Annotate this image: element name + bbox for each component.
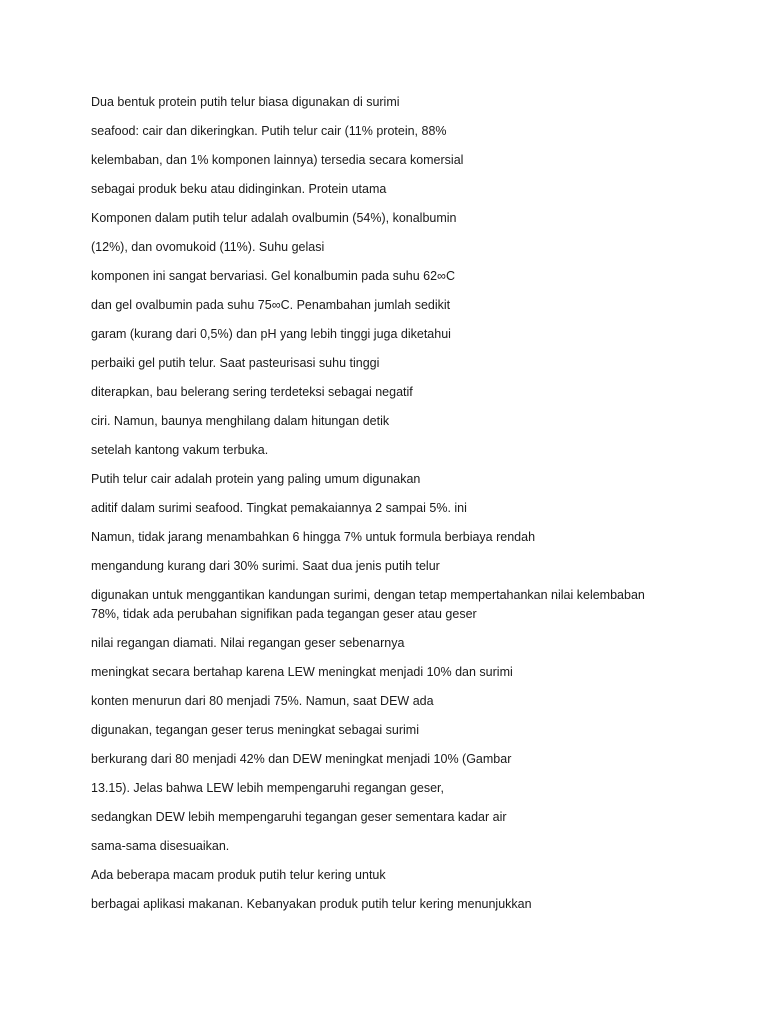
text-line: sama-sama disesuaikan. [91, 839, 230, 853]
text-line: mengandung kurang dari 30% surimi. Saat dua jenis putih telur [91, 559, 440, 573]
text-line: 13.15). Jelas bahwa LEW lebih mempengaruhi regangan geser, [91, 781, 444, 795]
text-line: perbaiki gel putih telur. Saat pasteurisasi suhu tinggi [91, 356, 380, 370]
text-line: ciri. Namun, baunya menghilang dalam hitungan detik [91, 414, 390, 428]
body-text [91, 92, 691, 923]
text-line: konten menurun dari 80 menjadi 75%. Namun, saat DEW ada [91, 694, 434, 708]
text-line: sedangkan DEW lebih mempengaruhi tegangan geser sementara kadar air [91, 810, 507, 824]
text-line: Ada beberapa macam produk putih telur kering untuk [91, 868, 386, 882]
text-line: garam (kurang dari 0,5%) dan pH yang lebih tinggi juga diketahui [91, 327, 451, 341]
text-line: setelah kantong vakum terbuka. [91, 443, 269, 457]
text-line: meningkat secara bertahap karena LEW meningkat menjadi 10% dan surimi [91, 665, 513, 679]
text-line: kelembaban, dan 1% komponen lainnya) tersedia secara komersial [91, 153, 464, 167]
text-line: Putih telur cair adalah protein yang paling umum digunakan [91, 472, 421, 486]
text-line: seafood: cair dan dikeringkan. Putih telur cair (11% protein, 88% [91, 124, 447, 138]
text-line: berkurang dari 80 menjadi 42% dan DEW meningkat menjadi 10% (Gambar [91, 752, 512, 766]
text-line: Namun, tidak jarang menambahkan 6 hingga 7% untuk formula berbiaya rendah [91, 530, 536, 544]
text-line: komponen ini sangat bervariasi. Gel konalbumin pada suhu 62∞C [91, 269, 455, 283]
text-line: nilai regangan diamati. Nilai regangan geser sebenarnya [91, 636, 405, 650]
text-line: berbagai aplikasi makanan. Kebanyakan produk putih telur kering menunjukkan [91, 897, 532, 911]
text-line: (12%), dan ovomukoid (11%). Suhu gelasi [91, 240, 325, 254]
text-line: sebagai produk beku atau didinginkan. Protein utama [91, 182, 387, 196]
text-line: diterapkan, bau belerang sering terdeteksi sebagai negatif [91, 385, 413, 399]
text-line: Komponen dalam putih telur adalah ovalbumin (54%), konalbumin [91, 211, 457, 225]
text-line: dan gel ovalbumin pada suhu 75∞C. Penambahan jumlah sedikit [91, 298, 451, 312]
text-line: digunakan, tegangan geser terus meningkat sebagai surimi [91, 723, 419, 737]
text-line: digunakan untuk menggantikan kandungan surimi, dengan tetap mempertahankan nilai kelembaban [91, 588, 645, 602]
text-line: aditif dalam surimi seafood. Tingkat pemakaiannya 2 sampai 5%. ini [91, 501, 467, 515]
text-line: Dua bentuk protein putih telur biasa digunakan di surimi [91, 95, 400, 109]
text-line: 78%, tidak ada perubahan signifikan pada tegangan geser atau geser [91, 607, 477, 621]
